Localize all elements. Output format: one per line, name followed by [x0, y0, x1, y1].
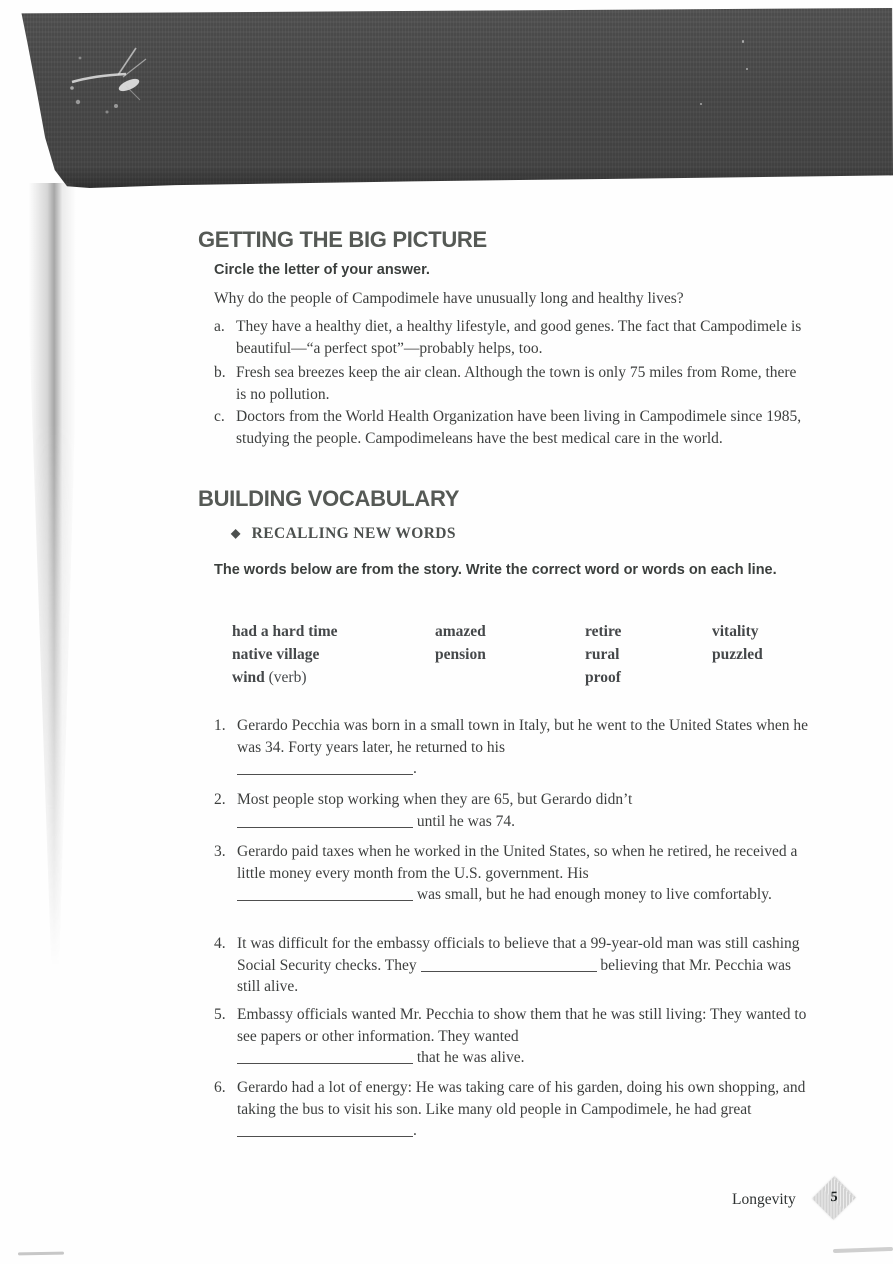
question-number: 4.	[214, 935, 226, 952]
word-bank-item: wind (verb)	[232, 669, 307, 686]
question-post-text: was small, but he had enough money to live comfortably.	[413, 886, 772, 903]
big-picture-instruction: Circle the letter of your answer.	[214, 262, 430, 278]
word-bank-item: pension	[435, 646, 486, 663]
answer-blank	[237, 761, 413, 775]
question-number: 6.	[214, 1079, 226, 1096]
question-number: 1.	[214, 717, 226, 734]
section-heading-big-picture: GETTING THE BIG PICTURE	[198, 227, 487, 252]
question-pre-text: It was difficult for the embassy officials to believe that a 99-year-old man was still cashing Social Security checks. They	[237, 935, 800, 974]
answer-option-b	[214, 362, 810, 405]
question-item-2	[214, 789, 814, 832]
scan-mark-bottom-right	[833, 1247, 893, 1253]
question-pre-text: Embassy officials wanted Mr. Pecchia to show them that he was still living: They wanted to see papers or other information. They wanted	[237, 1006, 807, 1045]
word-bank-column-4	[712, 620, 763, 689]
question-post-text: believing that Mr. Pecchia was still alive.	[237, 956, 792, 995]
scan-mark-bottom-left	[18, 1252, 64, 1256]
question-pre-text: Gerardo Pecchia was born in a small town in Italy, but he went to the United States when he was 34. Forty years later, he returned to his	[237, 717, 809, 756]
question-item-3	[214, 841, 814, 906]
question-pre-text: Most people stop working when they are 65, but Gerardo didn’t	[237, 791, 633, 808]
section-heading-building-vocabulary: BUILDING VOCABULARY	[198, 486, 460, 511]
question-item-6	[214, 1077, 814, 1142]
option-text: Doctors from the World Health Organization have been living in Campodimele since 1985, studying the people. Campodimeleans have the best medical care in the world.	[236, 408, 802, 447]
option-text: Fresh sea breezes keep the air clean. Although the town is only 75 miles from Rome, there is no pollution.	[236, 364, 797, 403]
scan-speck	[700, 103, 702, 105]
word-bank-item: amazed	[435, 623, 486, 640]
scan-speck	[742, 40, 744, 43]
page-number: 5	[830, 1189, 838, 1206]
question-post-text: .	[413, 1122, 417, 1139]
word-bank-item: puzzled	[712, 646, 763, 663]
subsection-label: RECALLING NEW WORDS	[251, 525, 456, 542]
word-bank-column-3	[585, 620, 712, 689]
word-bank	[232, 620, 763, 689]
question-post-text: until he was 74.	[413, 812, 516, 830]
diamond-bullet-icon: ◆	[231, 526, 241, 540]
question-post-text: .	[413, 760, 417, 777]
answer-blank	[237, 814, 413, 828]
page-number-diamond	[812, 1176, 855, 1219]
question-number: 3.	[214, 843, 226, 860]
question-pre-text: Gerardo paid taxes when he worked in the United States, so when he retired, he received a little money every month from the U.S. government. His	[237, 843, 798, 882]
vocabulary-instruction: The words below are from the story. Write the correct word or words on each line.	[214, 562, 777, 578]
question-pre-text: Gerardo had a lot of energy: He was taking care of his garden, doing his own shopping, and taking the bus to visit his son. Like many old people in Campodimele, he had great	[237, 1079, 806, 1118]
option-letter: c.	[214, 408, 225, 425]
answer-blank	[237, 887, 413, 901]
question-number: 5.	[214, 1006, 226, 1023]
question-item-4	[214, 933, 814, 998]
word-bank-item: proof	[585, 669, 621, 686]
answer-option-c	[214, 406, 810, 449]
answer-option-a	[214, 316, 810, 359]
option-letter: b.	[214, 364, 226, 381]
word-part-of-speech: (verb)	[264, 669, 307, 686]
binding-shadow	[24, 183, 82, 983]
word-bank-item: vitality	[712, 623, 759, 640]
subsection-recalling-new-words	[231, 525, 456, 543]
question-item-5	[214, 1004, 814, 1069]
option-letter: a.	[214, 318, 225, 335]
word-bank-item: rural	[585, 646, 620, 663]
scratch-marks	[66, 40, 161, 125]
answer-blank	[237, 1050, 413, 1064]
word-bank-column-2	[435, 620, 585, 689]
book-title: Longevity	[732, 1191, 796, 1208]
question-post-text: that he was alive.	[413, 1049, 525, 1066]
answer-blank	[421, 958, 597, 972]
question-item-1	[214, 715, 814, 780]
word-bank-item: native village	[232, 646, 320, 663]
word-bank-item: retire	[585, 623, 622, 640]
option-text: They have a healthy diet, a healthy lifestyle, and good genes. The fact that Campodimele is beautiful—“a perfect spot”—probably helps, too.	[236, 318, 802, 357]
scan-dark-band	[18, 8, 893, 188]
big-picture-question: Why do the people of Campodimele have unusually long and healthy lives?	[214, 290, 684, 307]
word-bank-column-1	[232, 620, 435, 689]
scan-speck	[746, 68, 748, 70]
word-bank-item: had a hard time	[232, 623, 338, 640]
question-number: 2.	[214, 791, 226, 808]
answer-blank	[237, 1123, 413, 1137]
